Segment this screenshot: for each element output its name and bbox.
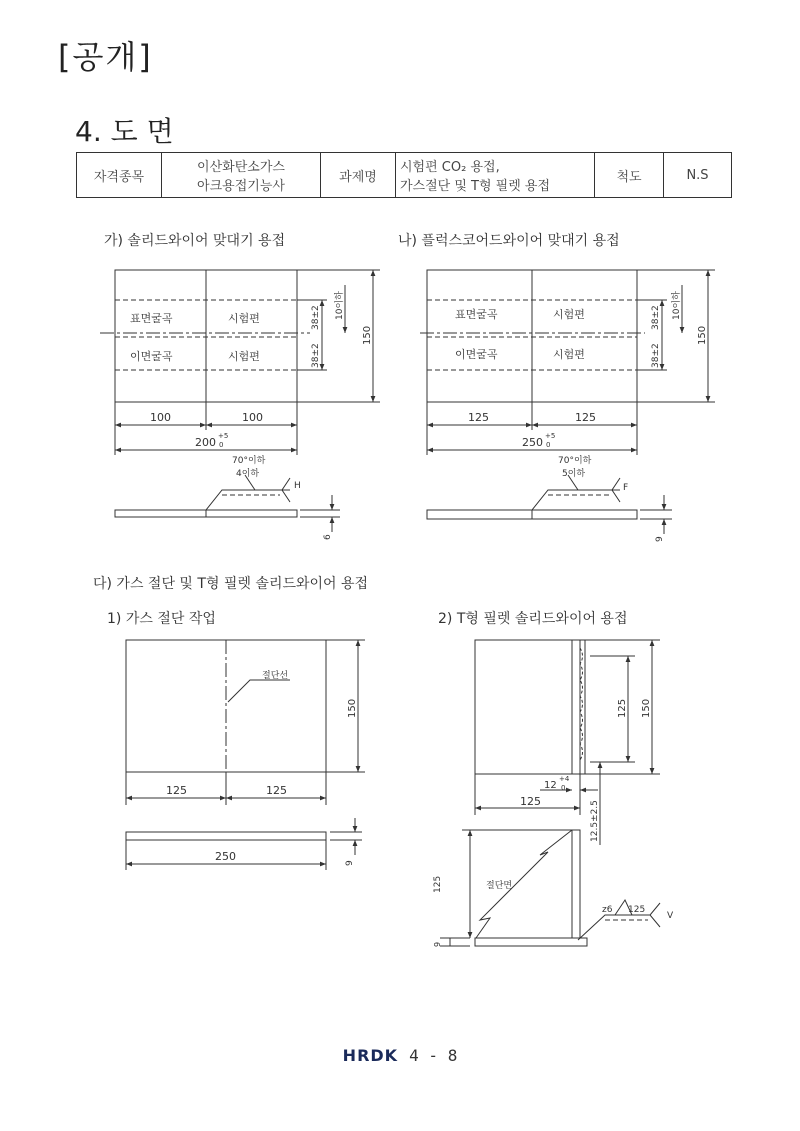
b-label-tr: 시험편 (553, 308, 585, 321)
c2-weld-sym: V (667, 911, 674, 921)
a-gap: 4이하 (236, 469, 260, 479)
b-dim-w2: 125 (575, 411, 596, 424)
a-dim-w2: 100 (242, 411, 263, 424)
b-dim-w1: 125 (468, 411, 489, 424)
caption-c2: 2) T형 필렛 솔리드와이어 용접 (438, 611, 628, 627)
a-dim-38a: 38±2 (311, 305, 321, 330)
a-label-tl: 표면굴곡 (130, 312, 173, 325)
b-angle: 70°이하 (558, 456, 592, 466)
section-title: 4. 도 면 (75, 115, 174, 148)
c2-weld-len: 125 (628, 905, 646, 915)
b-label-bl: 이면굴곡 (455, 348, 498, 361)
a-dim-150: 150 (362, 325, 373, 345)
c1-dim-w1: 125 (166, 784, 187, 797)
a-weld-sym: H (294, 481, 301, 491)
b-tol-plus: +5 (545, 432, 556, 440)
b-tol-zero: 0 (546, 441, 551, 449)
c2-tol-zero: 0 (561, 784, 566, 792)
b-dim-150: 150 (697, 325, 708, 345)
plate-b (420, 270, 645, 402)
a-dim-10: 10이하 (335, 291, 345, 320)
c2-dim-125w: 125 (520, 795, 541, 808)
label-scale: 척도 (595, 153, 664, 198)
a-tol-plus: +5 (218, 432, 229, 440)
caption-c: 다) 가스 절단 및 T형 필렛 솔리드와이어 용접 (93, 576, 369, 592)
a-tol-zero: 0 (219, 441, 224, 449)
c2-dim-125v: 125 (617, 698, 628, 718)
b-dim-38b: 38±2 (651, 343, 661, 368)
b-dim-38a: 38±2 (651, 305, 661, 330)
c1-dim-250: 250 (215, 850, 236, 863)
c1-cut-line: 절단선 (262, 671, 289, 681)
value-task: 시험편 CO₂ 용접, 가스절단 및 T형 필렛 용접 (396, 153, 595, 198)
c1-dim-w2: 125 (266, 784, 287, 797)
c2-tol-plus: +4 (559, 775, 570, 783)
page-footer (0, 1046, 800, 1065)
b-dim-total: 250 (522, 436, 543, 449)
page-number: 4 - 8 (409, 1046, 458, 1065)
a-label-bl: 이면굴곡 (130, 350, 173, 363)
a-label-br: 시험편 (228, 350, 260, 363)
c2-dim-12: 12 (544, 780, 557, 791)
plate-c1 (126, 640, 326, 772)
a-dim-total: 200 (195, 436, 216, 449)
b-label-br: 시험편 (553, 348, 585, 361)
value-scale: N.S (664, 153, 732, 198)
a-angle: 70°이하 (232, 456, 266, 466)
c1-thick: 9 (345, 860, 355, 866)
a-dim-w1: 100 (150, 411, 171, 424)
b-dim-10: 10이하 (672, 291, 682, 320)
label-task: 과제명 (321, 153, 396, 198)
c2-thick: 9 (433, 941, 442, 947)
c2-cut-face: 절단면 (486, 881, 513, 891)
caption-a: 가) 솔리드와이어 맞대기 용접 (104, 233, 286, 249)
b-gap: 5이하 (562, 469, 586, 479)
plate-c2 (475, 640, 585, 774)
b-weld-sym: F (623, 483, 629, 493)
a-label-tr: 시험편 (228, 312, 260, 325)
c2-dim-125side: 125 (433, 875, 443, 893)
a-thick: 6 (323, 534, 333, 540)
c2-dim-150: 150 (641, 698, 652, 718)
b-label-tl: 표면굴곡 (455, 308, 498, 321)
b-thick: 9 (655, 536, 665, 542)
hrdk-logo: HRDK (342, 1046, 399, 1065)
a-dim-38b: 38±2 (311, 343, 321, 368)
c2-dim-offset: 12.5±2.5 (590, 800, 600, 842)
label-qualification: 자격종목 (77, 153, 162, 198)
c1-dim-150: 150 (347, 698, 358, 718)
page-header: [공개] (58, 38, 153, 76)
plate-a (100, 270, 310, 402)
value-qualification: 이산화탄소가스 아크용접기능사 (162, 153, 321, 198)
c2-weld-size: z6 (602, 905, 613, 915)
caption-c1: 1) 가스 절단 작업 (107, 611, 216, 627)
caption-b: 나) 플럭스코어드와이어 맞대기 용접 (398, 233, 620, 249)
